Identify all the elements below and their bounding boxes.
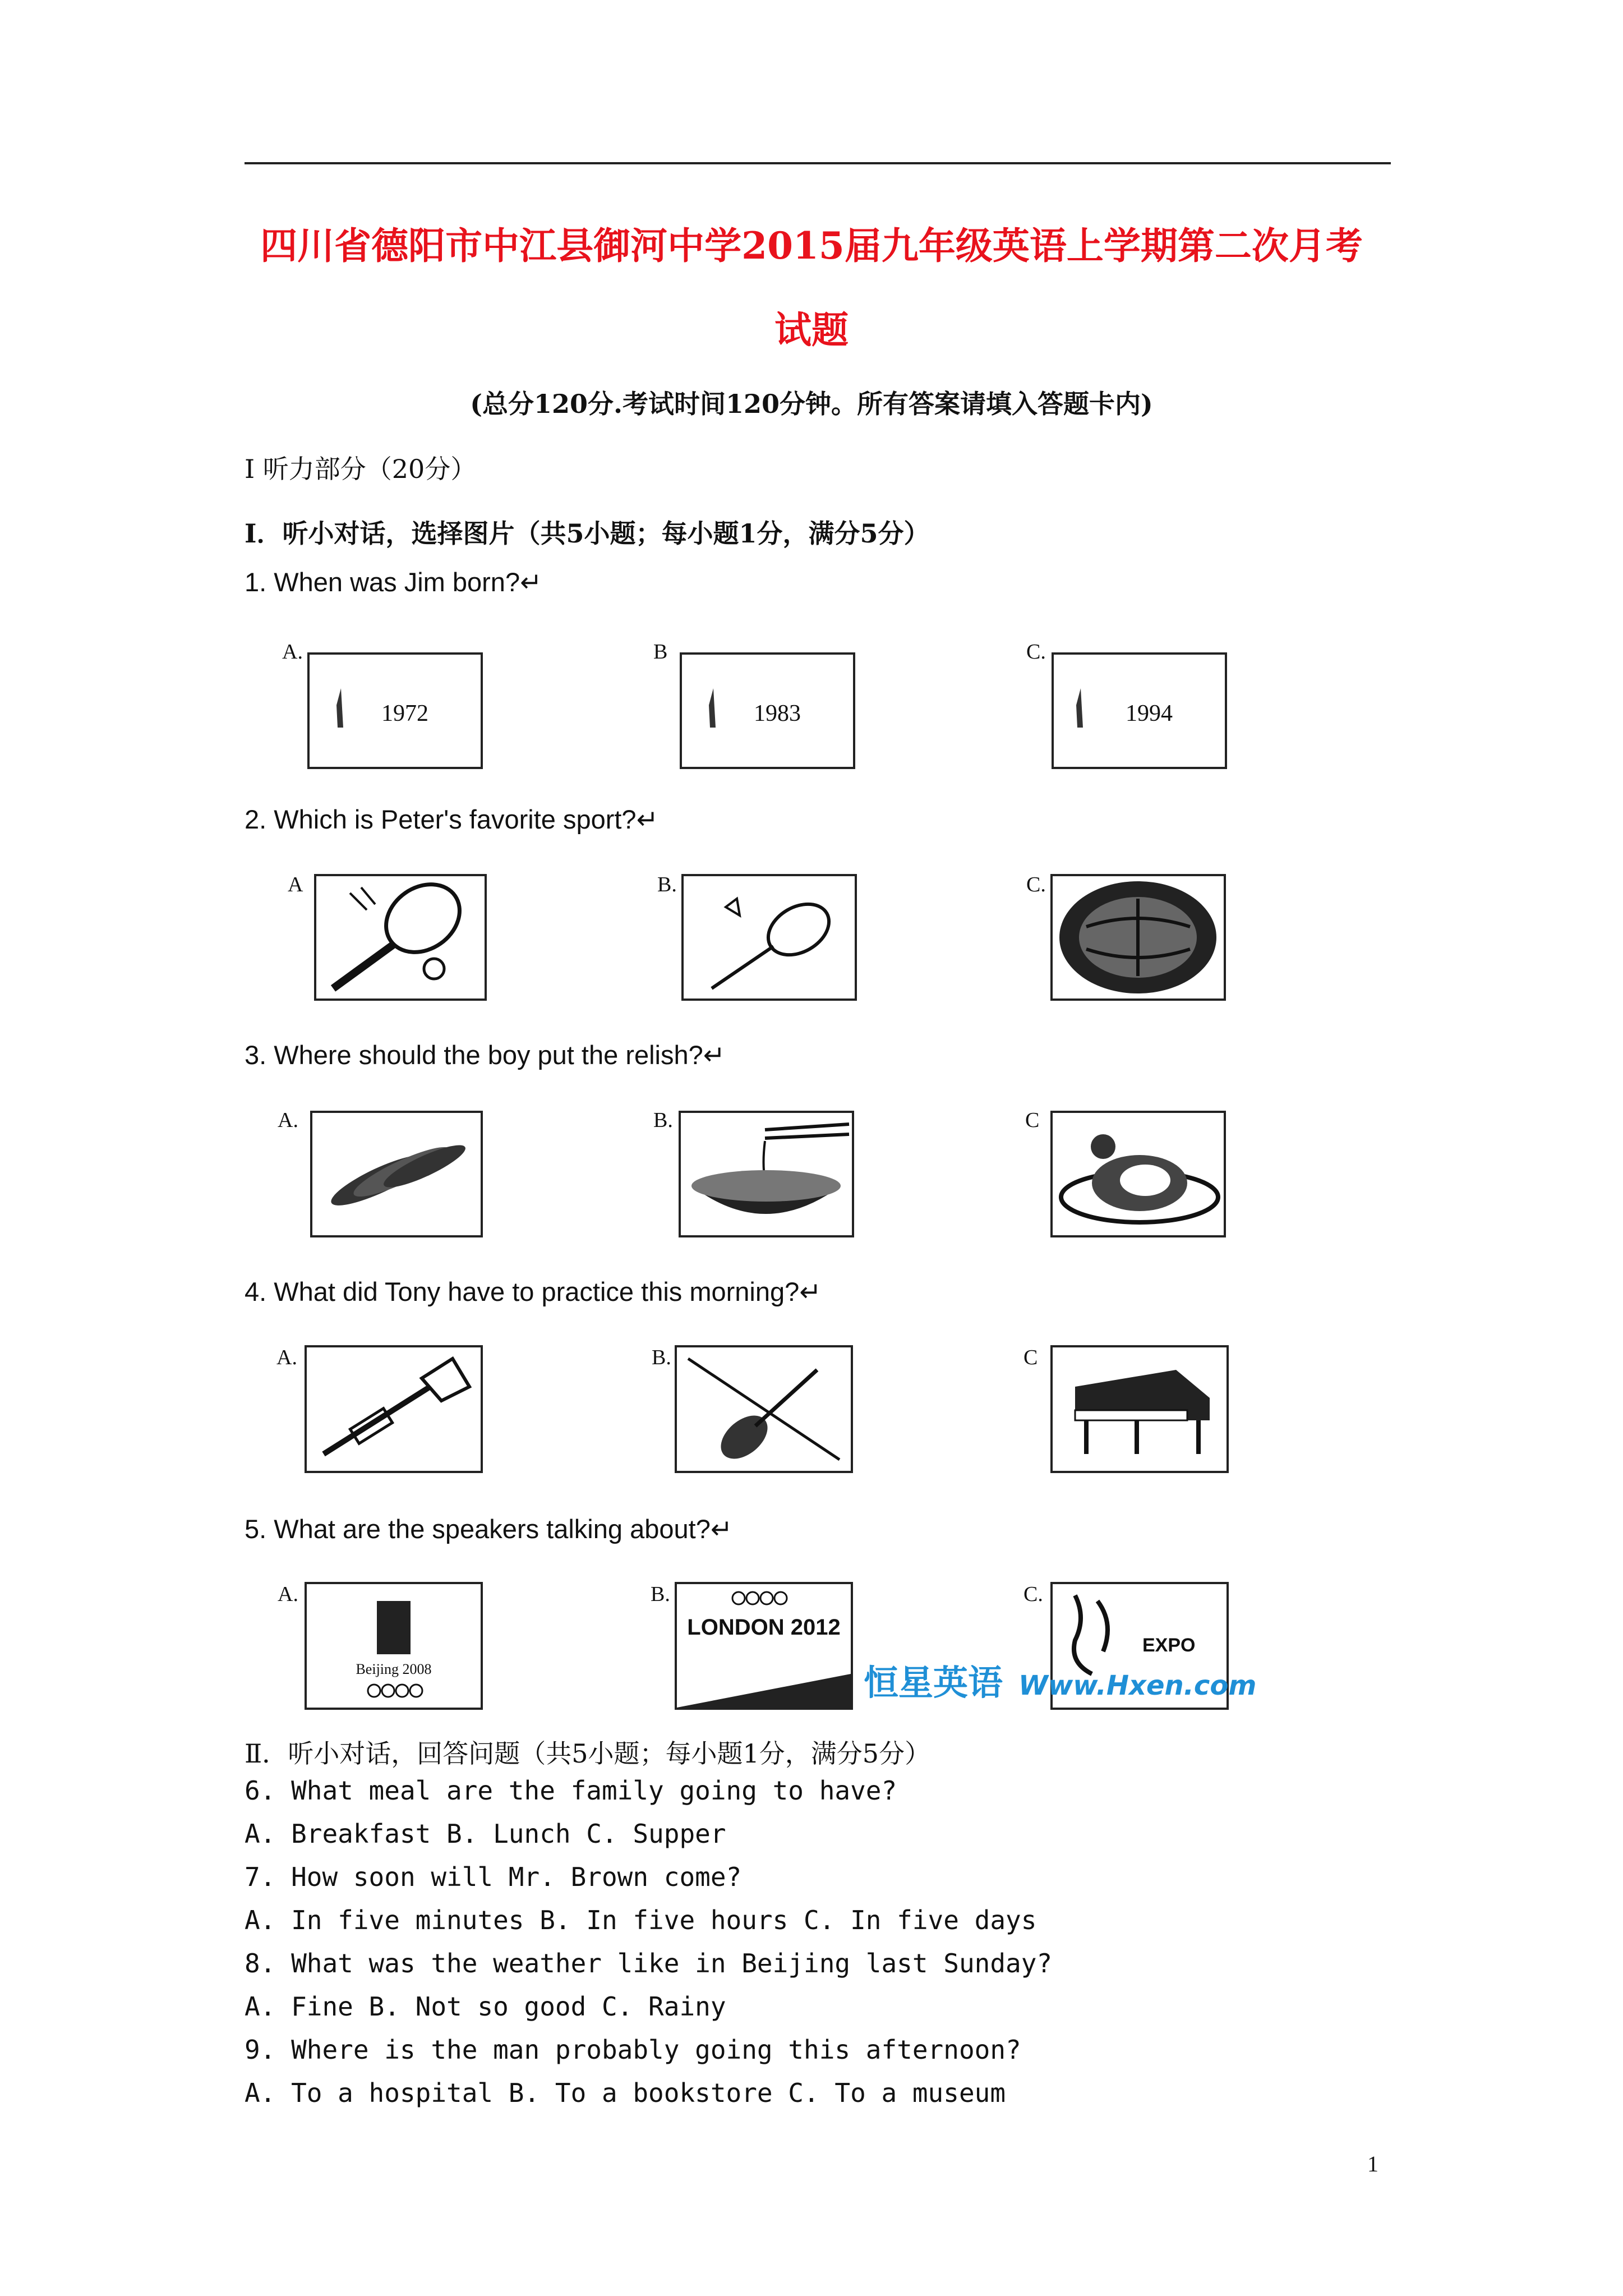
q1-option-c-label: C. bbox=[1026, 640, 1046, 664]
exam-title-line1: 四川省德阳市中江县御河中学2015届九年级英语上学期第二次月考 bbox=[260, 224, 1363, 268]
watermark-brand: 恒星英语 bbox=[864, 1662, 1003, 1703]
q5-option-a-picture bbox=[305, 1582, 483, 1710]
q4-option-c-label: C bbox=[1023, 1346, 1038, 1369]
calendar-icon bbox=[1054, 655, 1225, 767]
q4-option-a-picture bbox=[305, 1345, 483, 1473]
top-rule bbox=[245, 162, 1391, 164]
q1-year-a: 1972 bbox=[381, 701, 428, 726]
page-number: 1 bbox=[1367, 2151, 1378, 2177]
q5-option-c-label: C. bbox=[1023, 1582, 1043, 1606]
q5-logo-text-a: Beijing 2008 bbox=[356, 1661, 432, 1677]
q2-option-b-label: B. bbox=[657, 873, 677, 896]
question-6: 6. What meal are the family going to have? bbox=[245, 1775, 897, 1806]
q2-option-c-label: C. bbox=[1026, 873, 1046, 896]
noodles-bowl-icon bbox=[681, 1113, 852, 1235]
q2-option-a-picture bbox=[314, 874, 487, 1001]
basketball-icon bbox=[1053, 876, 1224, 999]
piano-icon bbox=[1053, 1347, 1227, 1471]
question-7: 7. How soon will Mr. Brown come? bbox=[245, 1862, 742, 1892]
fish-icon bbox=[312, 1113, 481, 1235]
violin-icon bbox=[677, 1347, 851, 1471]
badminton-racket-icon bbox=[684, 876, 855, 999]
part2-heading: Ⅱ．听小对话，回答问题（共5小题；每小题1分，满分5分） bbox=[245, 1738, 931, 1769]
q3-option-a-picture bbox=[310, 1111, 483, 1237]
watermark-url: Www.Hxen.com bbox=[1018, 1670, 1257, 1701]
q3-option-a-label: A. bbox=[278, 1108, 298, 1132]
exam-subtitle: (总分120分.考试时间120分钟。所有答案请填入答题卡内) bbox=[470, 389, 1153, 419]
q1-year-b: 1983 bbox=[754, 701, 801, 726]
question-1: 1. When was Jim born?↵ bbox=[245, 567, 542, 597]
question-3: 3. Where should the boy put the relish?↵ bbox=[245, 1040, 726, 1070]
question-9: 9. Where is the man probably going this afternoon? bbox=[245, 2035, 1021, 2065]
question-5: 5. What are the speakers talking about?↵ bbox=[245, 1514, 733, 1544]
question-8: 8. What was the weather like in Beijing last Sunday? bbox=[245, 1948, 1053, 1978]
trumpet-icon bbox=[307, 1347, 481, 1471]
q2-option-b-picture bbox=[681, 874, 857, 1001]
q4-option-a-label: A. bbox=[276, 1346, 297, 1369]
q4-option-b-label: B. bbox=[652, 1346, 671, 1369]
calendar-icon bbox=[682, 655, 853, 767]
chicken-plate-icon bbox=[1053, 1113, 1224, 1235]
question-7-options: A. In five minutes B. In five hours C. In five days bbox=[245, 1905, 1037, 1935]
q5-option-b-picture bbox=[675, 1582, 853, 1710]
question-6-options: A. Breakfast B. Lunch C. Supper bbox=[245, 1819, 726, 1849]
q3-option-c-picture bbox=[1050, 1111, 1226, 1237]
question-2: 2. Which is Peter's favorite sport?↵ bbox=[245, 804, 658, 834]
calendar-icon bbox=[310, 655, 481, 767]
question-9-options: A. To a hospital B. To a bookstore C. To a museum bbox=[245, 2078, 1006, 2108]
section-heading-listening: I 听力部分（20分） bbox=[245, 454, 477, 484]
q4-option-c-picture bbox=[1050, 1345, 1229, 1473]
london-logo-icon bbox=[677, 1584, 851, 1708]
part1-heading: I．听小对话，选择图片（共5小题；每小题1分，满分5分） bbox=[245, 518, 930, 549]
q3-option-c-label: C bbox=[1025, 1108, 1040, 1132]
question-8-options: A. Fine B. Not so good C. Rainy bbox=[245, 1991, 726, 2022]
q4-option-b-picture bbox=[675, 1345, 853, 1473]
question-4: 4. What did Tony have to practice this morning?↵ bbox=[245, 1277, 822, 1306]
q2-option-a-label: A bbox=[288, 873, 303, 896]
q3-option-b-label: B. bbox=[653, 1108, 673, 1132]
q1-option-a-picture bbox=[307, 652, 483, 769]
q3-option-b-picture bbox=[679, 1111, 854, 1237]
tennis-racket-icon bbox=[316, 876, 485, 999]
q2-option-c-picture bbox=[1050, 874, 1226, 1001]
olympic-logo-icon bbox=[307, 1584, 481, 1708]
q1-option-b-label: B bbox=[653, 640, 668, 664]
watermark bbox=[864, 1655, 1256, 1705]
exam-title-line2: 试题 bbox=[774, 308, 849, 352]
q1-option-a-label: A. bbox=[282, 640, 303, 664]
q5-logo-text-b: LONDON 2012 bbox=[687, 1615, 841, 1640]
q1-option-c-picture bbox=[1052, 652, 1227, 769]
q5-option-a-label: A. bbox=[278, 1582, 298, 1606]
q5-option-b-label: B. bbox=[651, 1582, 670, 1606]
q1-option-b-picture bbox=[680, 652, 855, 769]
q1-year-c: 1994 bbox=[1126, 701, 1173, 726]
q5-logo-text-c: EXPO bbox=[1142, 1635, 1196, 1656]
